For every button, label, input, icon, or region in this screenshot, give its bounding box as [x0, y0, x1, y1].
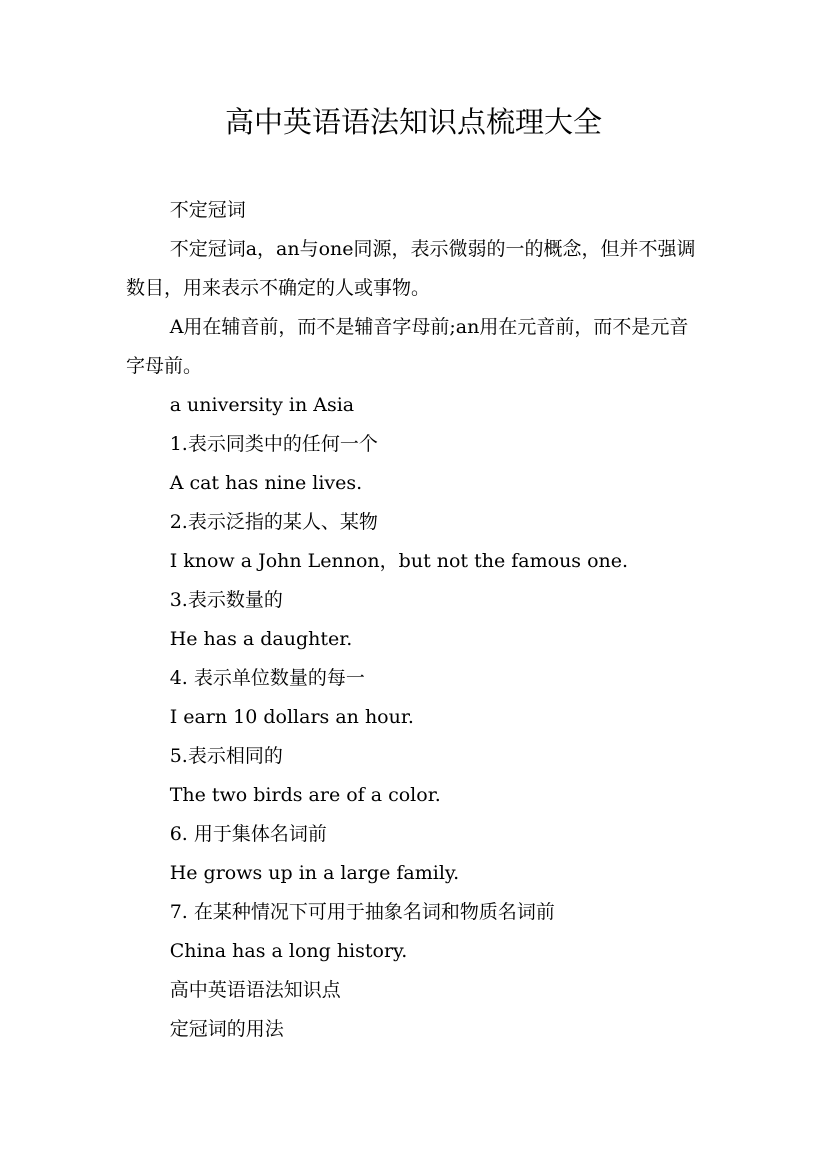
document-title: 高中英语语法知识点梳理大全: [224, 105, 602, 139]
list-item-heading: 2.表示泛指的某人、某物: [169, 511, 378, 533]
list-item-heading: 3.表示数量的: [169, 589, 283, 611]
example-sentence: A cat has nine lives.: [169, 472, 363, 494]
example-sentence: He grows up in a large family.: [169, 862, 460, 884]
document-body: [126, 191, 706, 1049]
paragraph-definition: 不定冠词a，an与one同源，表示微弱的一的概念，但并不强调数目，用来表示不确定的人或事物。: [126, 238, 696, 299]
example-sentence: He has a daughter.: [169, 628, 353, 650]
list-item-heading: 6. 用于集体名词前: [169, 823, 327, 845]
example-sentence: a university in Asia: [169, 394, 355, 416]
section-heading-indefinite-article: 不定冠词: [169, 199, 246, 221]
example-sentence: The two birds are of a color.: [169, 784, 441, 806]
list-item-heading: 7. 在某种情况下可用于抽象名词和物质名词前: [169, 901, 555, 923]
list-item-heading: 5.表示相同的: [169, 745, 283, 767]
example-sentence: China has a long history.: [169, 940, 408, 962]
example-sentence: I know a John Lennon，but not the famous one.: [169, 550, 629, 572]
paragraph-usage-rule: A用在辅音前，而不是辅音字母前;an用在元音前，而不是元音字母前。: [126, 316, 689, 377]
section-heading-grammar-points: 高中英语语法知识点: [169, 979, 341, 1001]
section-heading-definite-article: 定冠词的用法: [169, 1018, 284, 1040]
list-item-heading: 1.表示同类中的任何一个: [169, 433, 378, 455]
list-item-heading: 4. 表示单位数量的每一: [169, 667, 365, 689]
example-sentence: I earn 10 dollars an hour.: [169, 706, 414, 728]
